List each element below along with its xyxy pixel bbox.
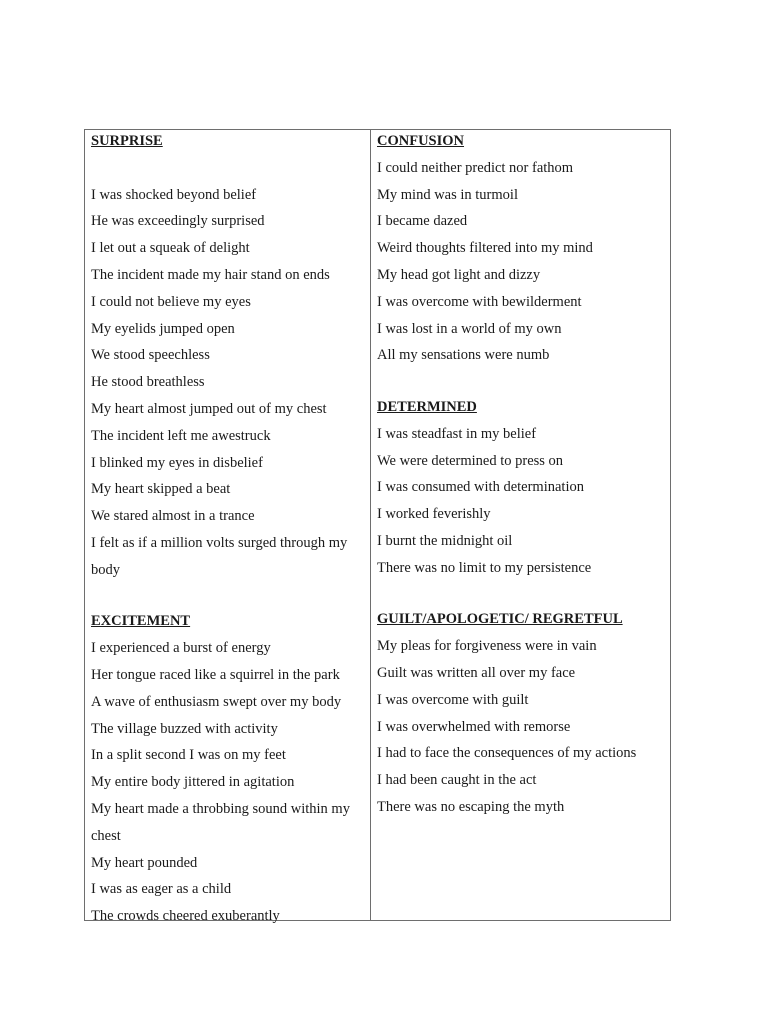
phrase-line: I became dazed	[377, 213, 468, 230]
phrase-line: My eyelids jumped open	[91, 320, 235, 337]
phrase-line: My entire body jittered in agitation	[91, 774, 295, 791]
phrase-line: I had to face the consequences of my actions	[377, 745, 637, 762]
section-spacer	[377, 582, 664, 609]
phrase-line: I was consumed with determination	[377, 479, 584, 496]
phrase-line: We stared almost in a trance	[91, 508, 255, 525]
right-column	[371, 130, 670, 920]
phrase-line: I was overcome with bewilderment	[377, 293, 582, 310]
phrase-line: The crowds cheered exuberantly	[91, 908, 280, 925]
section-heading: GUILT/APOLOGETIC/ REGRETFUL	[377, 611, 623, 628]
phrase-line: I was overcome with guilt	[377, 691, 529, 708]
section-guilt-apologetic-regretful	[377, 606, 664, 820]
section-surprise	[91, 128, 364, 584]
section-heading: EXCITEMENT	[91, 613, 191, 630]
phrase-line: I had been caught in the act	[377, 772, 537, 789]
phrase-line: Her tongue raced like a squirrel in the park	[91, 666, 340, 683]
section-determined	[377, 394, 664, 582]
phrase-line: I was overwhelmed with remorse	[377, 718, 571, 735]
phrase-line: In a split second I was on my feet	[91, 747, 286, 764]
phrases-table	[84, 129, 671, 925]
phrase-line: We were determined to press on	[377, 452, 564, 469]
phrase-line: We stood speechless	[91, 347, 210, 364]
phrase-line: My pleas for forgiveness were in vain	[377, 638, 597, 655]
phrase-line: The village buzzed with activity	[91, 720, 278, 737]
phrase-line: I blinked my eyes in disbelief	[91, 454, 263, 471]
phrase-line: I burnt the midnight oil	[377, 532, 513, 549]
phrase-line: My heart pounded	[91, 854, 198, 871]
phrase-line: He was exceedingly surprised	[91, 213, 265, 230]
phrase-line: I experienced a burst of energy	[91, 640, 271, 657]
phrase-line: A wave of enthusiasm swept over my body	[91, 693, 342, 710]
phrase-line: I was as eager as a child	[91, 881, 232, 898]
section-heading: CONFUSION	[377, 133, 465, 149]
section-heading: SURPRISE	[91, 133, 163, 149]
phrase-line: Guilt was written all over my face	[377, 664, 576, 681]
section-spacer	[91, 584, 364, 611]
section-confusion	[377, 128, 664, 369]
phrase-line: I was lost in a world of my own	[377, 320, 562, 337]
section-spacer	[377, 369, 664, 396]
phrase-line: The incident made my hair stand on ends	[91, 266, 330, 283]
phrase-line: I was steadfast in my belief	[377, 425, 537, 442]
left-column	[85, 130, 371, 925]
phrase-line: The incident left me awestruck	[91, 427, 271, 444]
phrase-line: My heart skipped a beat	[91, 481, 231, 498]
section-heading: DETERMINED	[377, 398, 477, 415]
phrase-line: My mind was in turmoil	[377, 186, 518, 203]
phrase-line: I worked feverishly	[377, 506, 491, 523]
phrase-line: My head got light and dizzy	[377, 266, 541, 283]
phrase-line: Weird thoughts filtered into my mind	[377, 240, 593, 257]
phrase-line: My heart made a throbbing sound within my chest	[91, 800, 350, 844]
phrase-line: I let out a squeak of delight	[91, 240, 250, 257]
heading-spacer	[91, 155, 364, 182]
phrase-line: There was no limit to my persistence	[377, 559, 592, 576]
phrase-line: All my sensations were numb	[377, 347, 550, 364]
phrase-line: I felt as if a million volts surged through my body	[91, 534, 348, 578]
phrase-line: I was shocked beyond belief	[91, 186, 257, 203]
phrase-line: I could neither predict nor fathom	[377, 159, 574, 176]
phrase-line: He stood breathless	[91, 374, 205, 391]
section-excitement	[91, 608, 364, 930]
phrase-line: There was no escaping the myth	[377, 798, 565, 815]
phrase-line: I could not believe my eyes	[91, 293, 251, 310]
phrase-line: My heart almost jumped out of my chest	[91, 400, 327, 417]
